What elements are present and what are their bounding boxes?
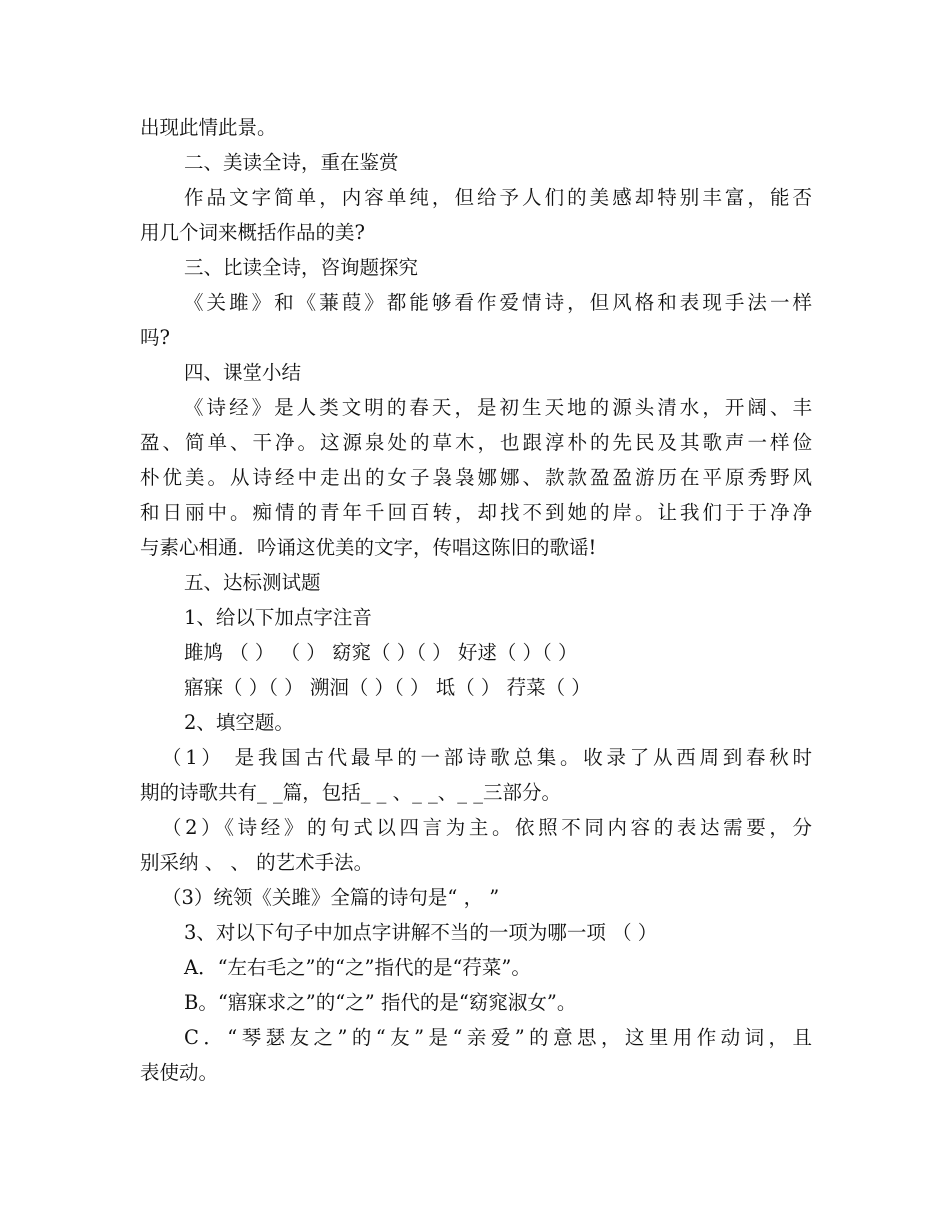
paragraph-line: 出现此情此景。	[140, 116, 277, 139]
answer-option: A．“左右毛之”的“之”指代的是“荇菜”。	[184, 956, 531, 979]
paragraph-line: 与素心相通．吟诵这优美的文字，传唱这陈旧的歌谣!	[140, 536, 597, 559]
question-line: 3、对以下句子中加点字讲解不当的一项为哪一项 （ ）	[184, 921, 658, 944]
section-heading: 三、比读全诗，咨询题探究	[184, 256, 419, 279]
paragraph-line: 作品文字简单，内容单纯，但给予人们的美感却特别丰富，能否	[184, 186, 812, 209]
question-line: （1） 是我国古代最早的一部诗歌总集。收录了从西周到春秋时	[162, 746, 812, 769]
paragraph-line: 盈、简单、干净。这源泉处的草木，也跟淳朴的先民及其歌声一样俭	[140, 431, 812, 454]
question-line: 别采纳 、 、 的艺术手法。	[140, 851, 374, 874]
section-heading: 五、达标测试题	[184, 571, 321, 594]
section-heading: 四、课堂小结	[184, 361, 302, 384]
section-heading: 二、美读全诗，重在鉴赏	[184, 151, 399, 174]
answer-option: B。“寤寐求之”的“之” 指代的是“窈窕淑女”。	[184, 991, 577, 1014]
paragraph-line: 吗?	[140, 326, 170, 349]
paragraph-line: 《诗经》是人类文明的春天，是初生天地的源头清水，开阔、丰	[184, 396, 812, 419]
answer-option: 表使动。	[140, 1061, 219, 1084]
question-line: 寤寐（ ）（ ） 溯洄（ ）（ ） 坻（ ） 荇菜（ ）	[184, 676, 591, 699]
question-line: 期的诗歌共有_ _篇，包括_ _ 、_ _、_ _三部分。	[140, 781, 561, 804]
paragraph-line: 和日丽中。痴情的青年千回百转，却找不到她的岸。让我们于于净净	[140, 501, 812, 524]
answer-option: C．“琴瑟友之”的“友”是“亲爱”的意思，这里用作动词，且	[184, 1026, 812, 1049]
question-line: （3）统领《关雎》全篇的诗句是“ ， ”	[162, 886, 500, 909]
question-line: 1、给以下加点字注音	[184, 606, 372, 629]
document-body	[140, 110, 812, 1090]
paragraph-line: 《关雎》和《蒹葭》都能够看作爱情诗，但风格和表现手法一样	[184, 291, 812, 314]
paragraph-line: 朴优美。从诗经中走出的女子袅袅娜娜、款款盈盈游历在平原秀野风	[140, 466, 812, 489]
question-line: 雎鸠 （ ） （ ） 窈窕（ ）（ ） 好逑（ ）（ ）	[184, 641, 578, 664]
question-line: 2、填空题。	[184, 711, 294, 734]
question-line: （2）《诗经》的句式以四言为主。依照不同内容的表达需要，分	[162, 816, 812, 839]
paragraph-line: 用几个词来概括作品的美?	[140, 221, 365, 244]
